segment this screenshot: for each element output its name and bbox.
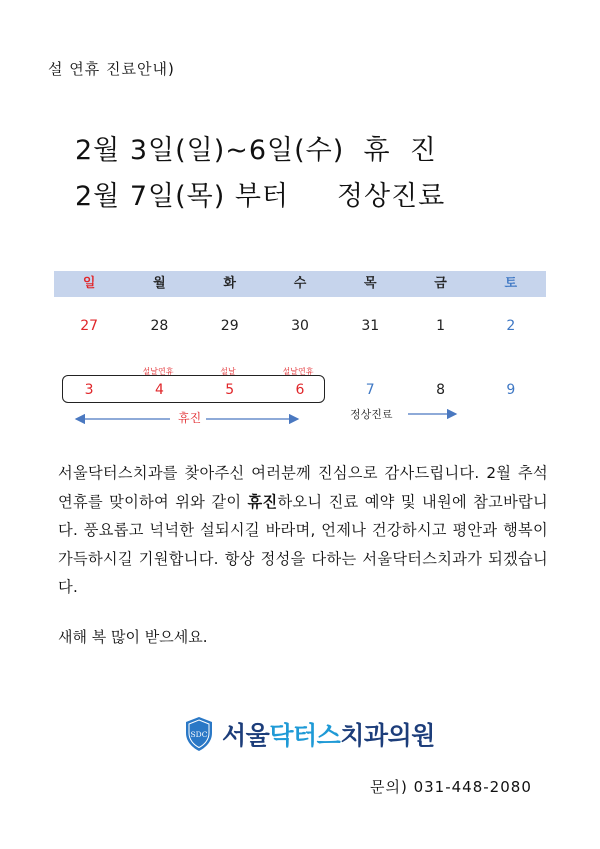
clinic-name-part-1: 서울 (222, 721, 270, 750)
weekday-mon: 월 (153, 276, 166, 291)
tag-holiday-eve: 설날연휴 (142, 367, 174, 376)
calendar-weekday-header (54, 271, 546, 297)
message-bold-closed: 휴진 (247, 492, 278, 511)
weekday-sat: 토 (504, 276, 518, 291)
calendar-day: 2 (506, 318, 516, 334)
calendar-day: 30 (291, 318, 309, 334)
calendar-day: 28 (150, 318, 169, 334)
calendar-day: 4 (154, 382, 164, 398)
weekday-sun: 일 (82, 276, 96, 291)
calendar-day: 27 (80, 318, 99, 334)
calendar-day: 6 (295, 382, 305, 398)
calendar-day: 8 (436, 382, 445, 398)
calendar-day: 31 (361, 318, 380, 334)
headline-reopen-date: 2월 7일(목) 부터 정상진료 (75, 181, 446, 212)
emblem-text: SDC (190, 730, 208, 739)
clinic-name-part-3: 치과 (340, 721, 388, 750)
headline-closed-dates: 2월 3일(일)~6일(수) 휴 진 (75, 135, 437, 166)
weekday-tue: 화 (223, 276, 236, 291)
calendar-day: 9 (506, 382, 516, 398)
clinic-name-part-4: 의원 (387, 721, 435, 750)
clinic-name (222, 716, 435, 752)
notice-message (58, 459, 548, 602)
weekday-thu: 목 (363, 276, 377, 291)
calendar-day: 1 (436, 318, 445, 334)
calendar-day: 29 (220, 318, 239, 334)
calendar-week-1 (54, 318, 546, 334)
contact-phone: 문의) 031-448-2080 (370, 778, 532, 796)
clinic-name-part-2: 닥터스 (269, 721, 341, 750)
calendar-day: 5 (225, 382, 235, 398)
calendar-week-2 (54, 382, 546, 398)
message-part-1: 서울닥터스치과를 찾아주신 여러분께 진심으로 감사드립니다. 2월 추석연휴를 맞이하여 위와 같이 (58, 464, 548, 511)
weekday-wed: 수 (293, 276, 307, 291)
notice-label: 설 연휴 진료안내) (48, 60, 175, 78)
shield-icon (184, 716, 214, 752)
normal-hours-label: 정상진료 (350, 408, 393, 421)
calendar-day: 7 (365, 382, 375, 398)
calendar-day: 3 (84, 382, 94, 398)
tag-holiday-after: 설날연휴 (282, 367, 314, 376)
weekday-fri: 금 (434, 276, 447, 291)
clinic-logo (184, 716, 435, 752)
tag-lunar-new-year: 설날 (220, 367, 236, 376)
message-part-2: 하오니 진료 예약 및 내원에 참고바랍니다. 풍요롭고 넉넉한 설되시길 바라며, 언제나 건강하시고 평안과 행복이 가득하시길 기원합니다. 항상 정성을 다하는 서울닥터스치과가 되겠습니다. (58, 492, 548, 596)
closed-period-label: 휴진 (178, 411, 202, 425)
range-arrows (0, 408, 600, 428)
new-year-greeting: 새해 복 많이 받으세요. (58, 628, 208, 646)
